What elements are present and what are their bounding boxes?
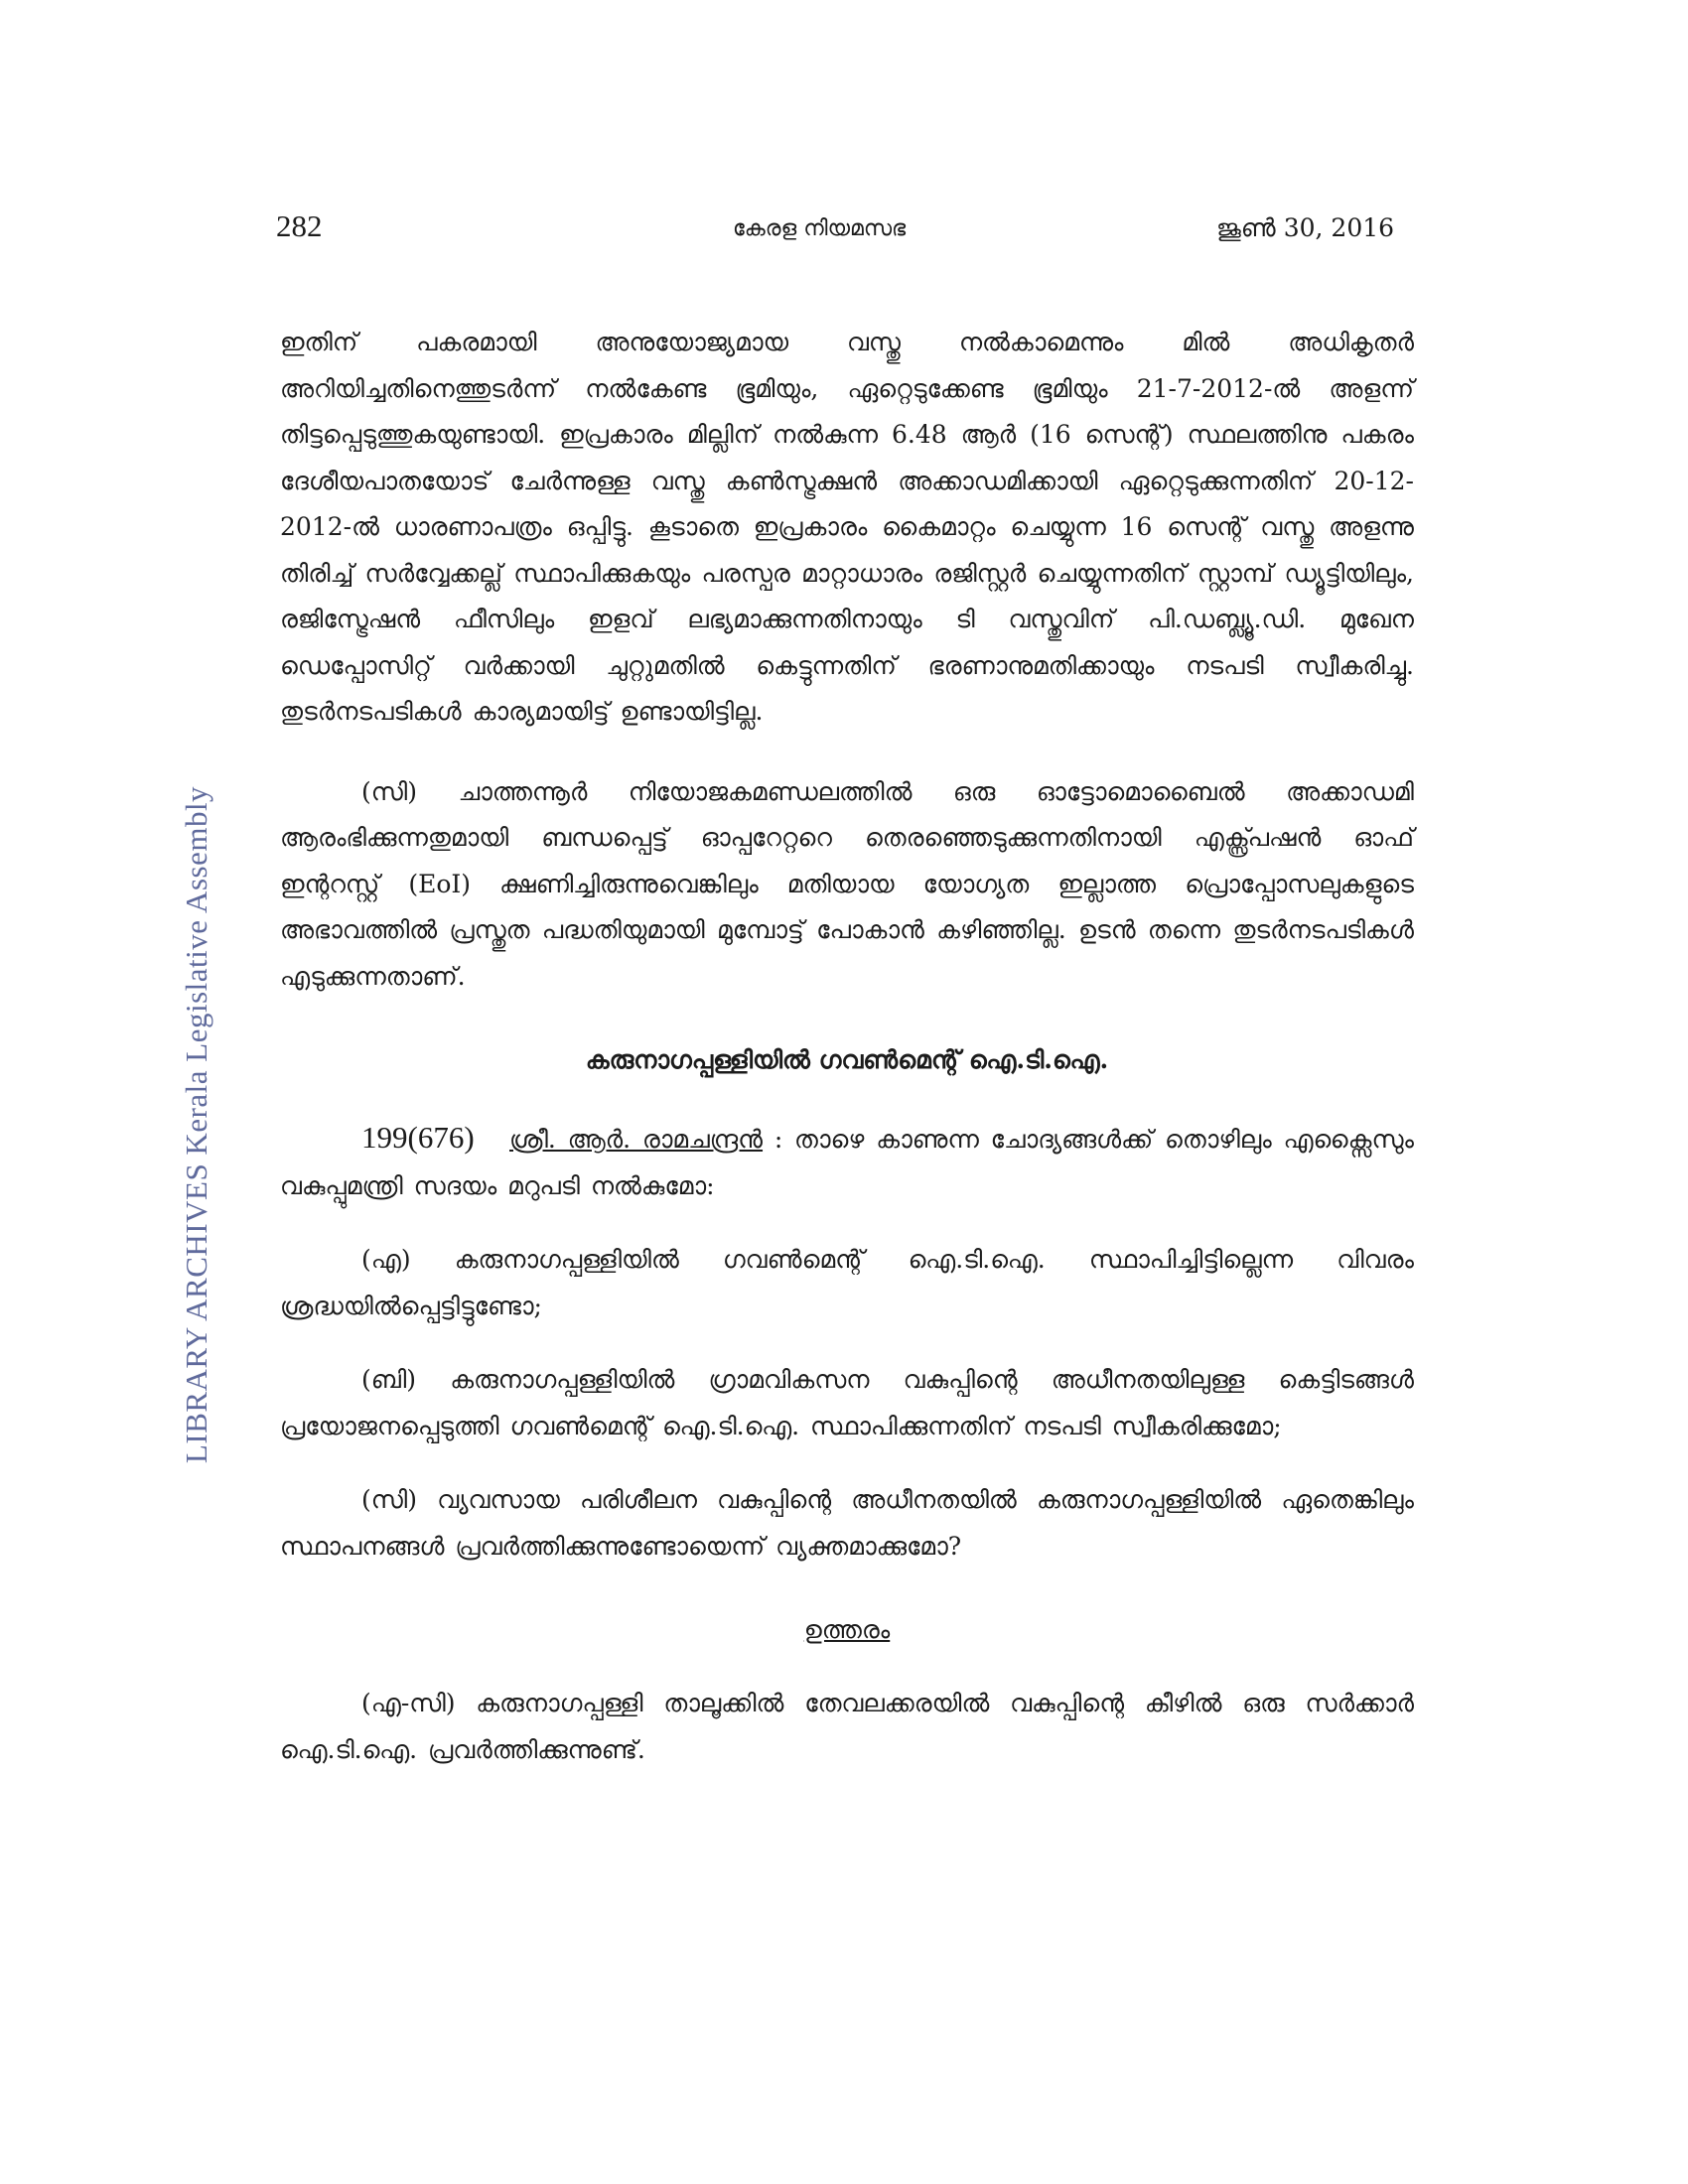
answer-heading: ഉത്തരം bbox=[803, 1615, 891, 1644]
question-part-a: (എ) കരുനാഗപ്പള്ളിയിൽ ഗവൺമെന്റ് ഐ.ടി.ഐ. സ്ഥാപിച്ചിട്ടില്ലെന്ന വിവരം ശ്രദ്ധയിൽപ്പെട്ടിട്ടുണ്ടോ; bbox=[280, 1245, 1414, 1320]
question-number: 199(676) bbox=[361, 1120, 475, 1155]
answer-part-c-paragraph: (സി) ചാത്തന്നൂർ നിയോജകമണ്ഡലത്തിൽ ഒരു ഓട്ടോമൊബൈൽ അക്കാഡമി ആരംഭിക്കുന്നതുമായി ബന്ധപ്പെട്ട് ഓപ്പറേറ്ററെ തെരഞ്ഞെടുക്കുന്നതിനായി എക്സ്പ്രഷൻ ഓഫ് ഇന്ററസ്റ്റ് (EoI) ക്ഷണിച്ചിരുന്നുവെങ്കിലും മതിയായ യോഗ്യത ഇല്ലാത്ത പ്രൊപ്പോസലുകളുടെ അഭാവത്തിൽ പ്രസ്തുത പദ്ധതിയുമായി മുമ്പോട്ട് പോകാൻ കഴിഞ്ഞില്ല. ഉടൻ തന്നെ തുടർനടപടികൾ എടുക്കുന്നതാണ്. bbox=[280, 776, 1414, 991]
question-intro-text: : താഴെ കാണുന്ന ചോദ്യങ്ങൾക്ക് തൊഴിലും എക്സൈസും വകുപ്പുമന്ത്രി സദയം മറുപടി നൽകുമോ: bbox=[280, 1125, 1415, 1200]
question-intro bbox=[280, 1115, 1414, 1209]
section-heading: കരുനാഗപ്പള്ളിയിൽ ഗവൺമെന്റ് ഐ.ടി.ഐ. bbox=[585, 1045, 1109, 1074]
answer-continuation-paragraph: ഇതിന് പകരമായി അനുയോജ്യമായ വസ്തു നൽകാമെന്നും മിൽ അധികൃതർ അറിയിച്ചതിനെത്തുടർന്ന് നൽകേണ്ട ഭൂമിയും, ഏറ്റെടുക്കേണ്ട ഭൂമിയും 21-7-2012-ൽ അളന്ന് തിട്ടപ്പെടുത്തുകയുണ്ടായി. ഇപ്രകാരം മില്ലിന് നൽകുന്ന 6.48 ആർ (16 സെന്റ്) സ്ഥലത്തിനു പകരം ദേശീയപാതയോട് ചേർന്നുള്ള വസ്തു കൺസ്ട്രക്ഷൻ അക്കാഡമിക്കായി ഏറ്റെടുക്കുന്നതിന് 20-12-2012-ൽ ധാരണാപത്രം ഒപ്പിട്ടു. കൂടാതെ ഇപ്രകാരം കൈമാറ്റം ചെയ്യുന്ന 16 സെന്റ് വസ്തു അളന്നു തിരിച്ച് സർവ്വേക്കല്ല് സ്ഥാപിക്കുകയും പരസ്പര മാറ്റാധാരം രജിസ്റ്റർ ചെയ്യുന്നതിന് സ്റ്റാമ്പ് ഡ്യൂട്ടിയിലും, രജിസ്ട്രേഷൻ ഫീസിലും ഇളവ് ലഭ്യമാക്കുന്നതിനായും ടി വസ്തുവിന് പി.ഡബ്ല്യൂ.ഡി. മുഖേന ഡെപ്പോസിറ്റ് വർക്കായി ചുറ്റുമതിൽ കെട്ടുന്നതിന് ഭരണാനുമതിക്കായും നടപടി സ്വീകരിച്ചു. തുടർനടപടികൾ കാര്യമായിട്ട് ഉണ്ടായിട്ടില്ല. bbox=[280, 328, 1414, 726]
archive-watermark: LIBRARY ARCHIVES Kerala Legislative Assembly bbox=[179, 785, 213, 1464]
running-title: കേരള നിയമസഭ bbox=[733, 216, 907, 241]
member-name: ശ്രീ. ആർ. രാമചന്ദ്രൻ bbox=[509, 1125, 764, 1154]
page-date: ജൂൺ 30, 2016 bbox=[1216, 213, 1395, 242]
page-body bbox=[280, 320, 1414, 1773]
question-part-c: (സി) വ്യവസായ പരിശീലന വകുപ്പിന്റെ അധീനതയിൽ കരുനാഗപ്പള്ളിയിൽ ഏതെങ്കിലും സ്ഥാപനങ്ങൾ പ്രവർത്തിക്കുന്നുണ്ടോയെന്ന് വ്യക്തമാക്കുമോ? bbox=[280, 1485, 1414, 1561]
answer-paragraph: (എ-സി) കരുനാഗപ്പള്ളി താലൂക്കിൽ തേവലക്കരയിൽ വകുപ്പിന്റെ കീഴിൽ ഒരു സർക്കാർ ഐ.ടി.ഐ. പ്രവർത്തിക്കുന്നുണ്ട്. bbox=[280, 1689, 1414, 1764]
page-number: 282 bbox=[276, 208, 323, 243]
question-part-b: (ബി) കരുനാഗപ്പള്ളിയിൽ ഗ്രാമവികസന വകുപ്പിന്റെ അധീനതയിലുള്ള കെട്ടിടങ്ങൾ പ്രയോജനപ്പെടുത്തി ഗവൺമെന്റ് ഐ.ടി.ഐ. സ്ഥാപിക്കുന്നതിന് നടപടി സ്വീകരിക്കുമോ; bbox=[280, 1365, 1414, 1440]
